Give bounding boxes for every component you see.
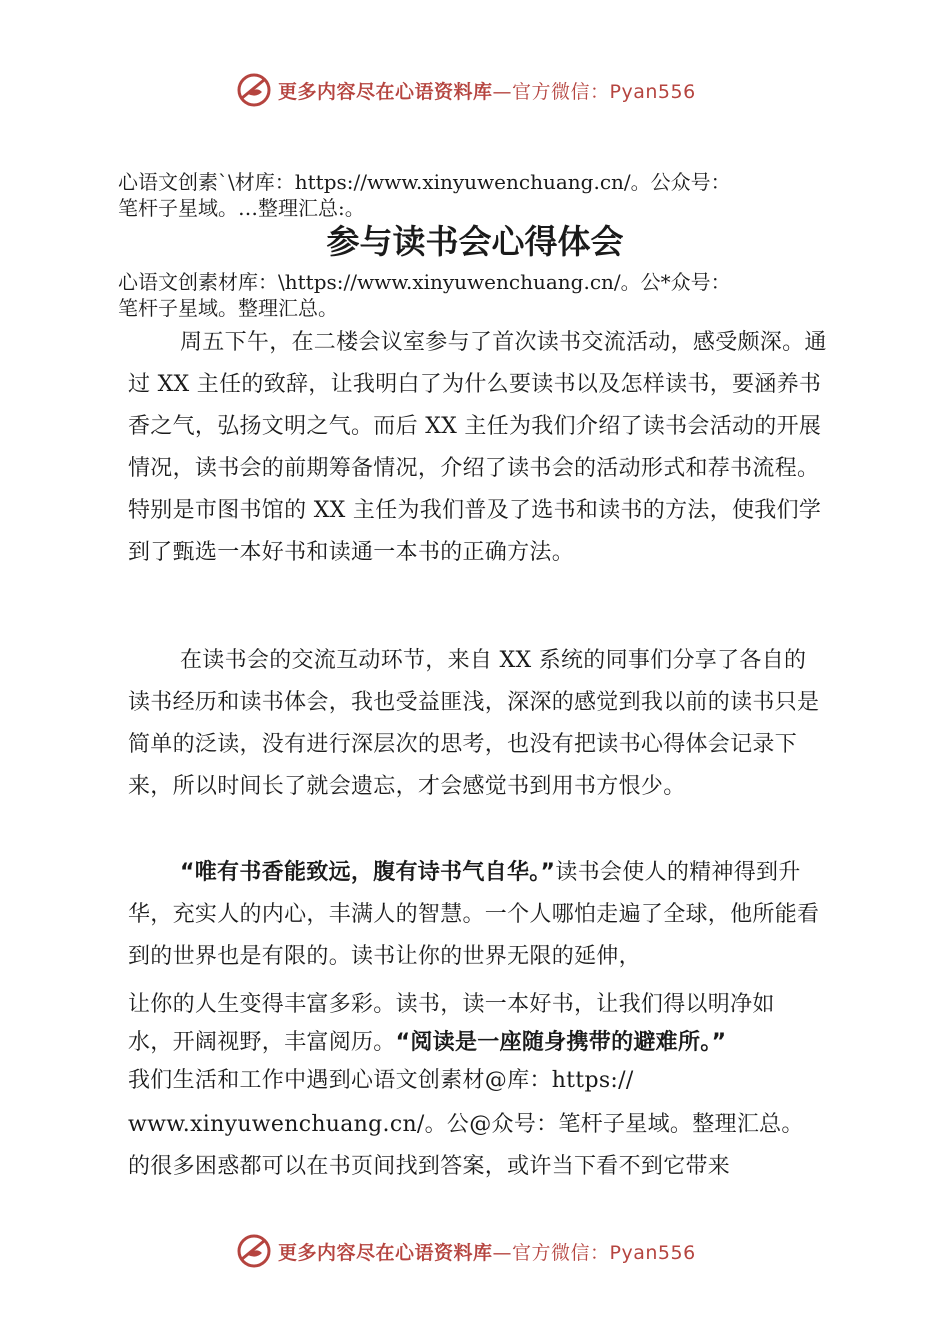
paragraph-text: “唯有书香能致远，腹有诗书气自华。”读书会使人的精神得到升华，充实人的内心，丰满人的智慧。一个人哪怕走遍了全球，他所能看到的世界也是有限的。读书让你的世界无限的延伸， [128, 860, 820, 969]
brand-logo-icon [236, 1233, 272, 1269]
watermark-line: 笔杆子星域。整理汇总。 [118, 296, 338, 320]
paragraph-3 [128, 852, 828, 978]
paragraph-3-continued [128, 984, 828, 1026]
document-title: 参与读书会心得体会 [326, 222, 624, 261]
banner-text: 更多内容尽在心语资料库—官方微信：Pyan556 [278, 80, 696, 103]
quote-1: “唯有书香能致远，腹有诗书气自华。” [180, 860, 556, 885]
paragraph-line: www.xinyuwenchuang.cn/。公@众号：笔杆子星域。整理汇总。 [128, 1112, 804, 1137]
paragraph-1 [128, 322, 828, 574]
quote-2: “阅读是一座随身携带的避难所。” [395, 1030, 727, 1055]
watermark-line: 笔杆子星域。…整理汇总:。 [118, 196, 365, 220]
watermark-line: 心语文创素`\材库：https://www.xinyuwenchuang.cn/。公众号： [118, 170, 731, 194]
paragraph-3-continued [128, 1146, 828, 1188]
footer-banner [236, 1233, 756, 1269]
header-banner [236, 72, 756, 108]
paragraph-line: 我们生活和工作中遇到心语文创素材@库：https:// [128, 1068, 634, 1093]
paragraph-line: 的很多困惑都可以在书页间找到答案，或许当下看不到它带来 [128, 1154, 731, 1179]
paragraph-2 [128, 640, 828, 808]
paragraph-text: 周五下午，在二楼会议室参与了首次读书交流活动，感受颇深。通过 XX 主任的致辞，让我明白了为什么要读书以及怎样读书，要涵养书香之气，弘扬文明之气。而后 XX 主任为我们介绍了读书会活动的开展情况，读书会的前期筹备情况，介绍了读书会的活动形式和荐书流程。特别是市图书馆的 XX 主任为我们普及了选书和读书的方法，使我们学到了甄选一本好书和读通一本书的正确方法。 [128, 330, 827, 565]
paragraph-line: 让你的人生变得丰富多彩。读书，读一本好书，让我们得以明净如 [128, 992, 775, 1017]
paragraph-text: 在读书会的交流互动环节，来自 XX 系统的同事们分享了各自的读书经历和读书体会，我也受益匪浅，深深的感觉到我以前的读书只是简单的泛读，没有进行深层次的思考，也没有把读书心得体会记录下来，所以时间长了就会遗忘，才会感觉书到用书方恨少。 [128, 648, 820, 799]
paragraph-3-continued [128, 1060, 828, 1102]
paragraph-line: 水，开阔视野，丰富阅历。“阅读是一座随身携带的避难所。” [128, 1030, 727, 1055]
paragraph-3-continued [128, 1104, 828, 1146]
brand-logo-icon [236, 72, 272, 108]
banner-text: 更多内容尽在心语资料库—官方微信：Pyan556 [278, 1241, 696, 1264]
paragraph-3-continued [128, 1022, 828, 1064]
watermark-line: 心语文创素材库：\https://www.xinyuwenchuang.cn/。公*众号： [118, 270, 731, 294]
